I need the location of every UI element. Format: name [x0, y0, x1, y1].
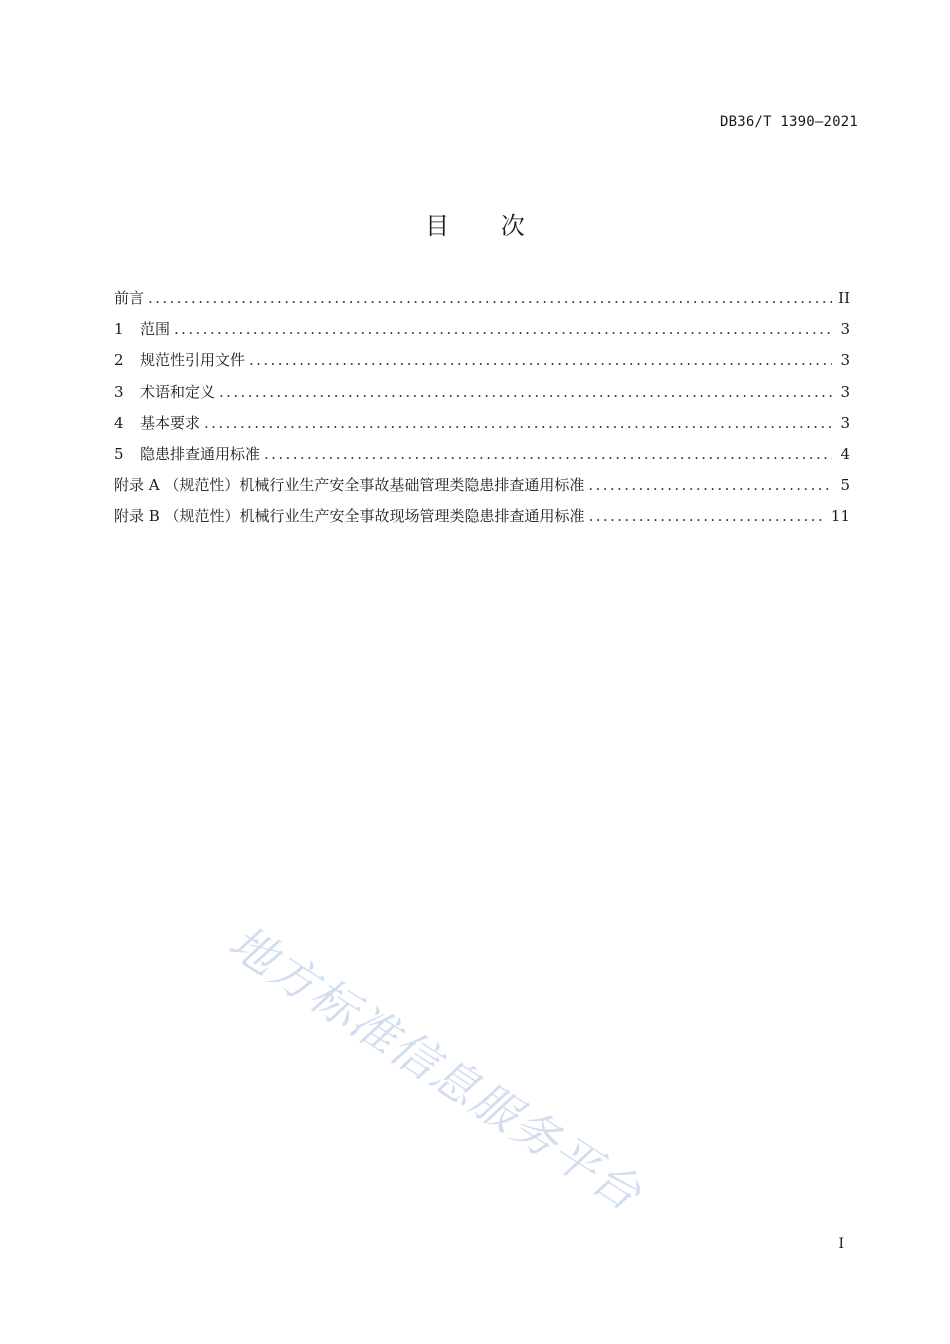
toc-entry-label: 术语和定义 [140, 382, 216, 401]
toc-leader-dots [144, 286, 832, 310]
toc-entry-page: 4 [840, 444, 850, 463]
toc-entry-number: 5 [114, 444, 124, 463]
toc-entry-normative-references[interactable] [114, 348, 850, 379]
toc-leader-dots [245, 348, 832, 372]
toc-entry-hazard-standard[interactable] [114, 442, 850, 473]
toc-entry-label: 附录 A （规范性）机械行业生产安全事故基础管理类隐患排查通用标准 [114, 476, 585, 495]
toc-entry-page: 3 [840, 351, 850, 370]
toc-entry-page: II [838, 289, 850, 307]
toc-leader-dots [170, 317, 832, 341]
toc-entry-foreword[interactable] [114, 286, 850, 317]
toc-entry-number: 4 [114, 413, 124, 432]
toc-leader-dots [200, 411, 832, 435]
toc-leader-dots [260, 442, 832, 466]
toc-entry-number: 3 [114, 382, 124, 401]
toc-entry-page: 5 [840, 476, 850, 495]
toc-entry-label: 附录 B （规范性）机械行业生产安全事故现场管理类隐患排查通用标准 [114, 507, 585, 526]
watermark: 地方标准信息服务平台 [219, 914, 652, 1222]
toc-entry-appendix-b[interactable] [114, 504, 850, 535]
toc-entry-basic-requirements[interactable] [114, 411, 850, 442]
toc-entry-scope[interactable] [114, 317, 850, 348]
toc-leader-dots [584, 473, 832, 497]
toc-entry-number: 1 [114, 320, 124, 339]
table-of-contents [114, 286, 850, 536]
page-number: I [838, 1236, 844, 1252]
standard-code: DB36/T 1390—2021 [719, 114, 858, 130]
toc-entry-label: 范围 [140, 320, 171, 339]
toc-entry-page: 3 [840, 413, 850, 432]
toc-entry-number: 2 [114, 351, 124, 370]
toc-entry-page: 3 [840, 382, 850, 401]
toc-entry-label: 基本要求 [140, 413, 201, 432]
toc-entry-terms-definitions[interactable] [114, 380, 850, 411]
toc-entry-appendix-a[interactable] [114, 473, 850, 504]
toc-leader-dots [215, 380, 832, 404]
toc-entry-page: 3 [840, 320, 850, 339]
toc-entry-label: 隐患排查通用标准 [140, 444, 261, 463]
toc-title: 目 次 [425, 212, 547, 240]
toc-entry-page: 11 [830, 507, 850, 526]
toc-entry-label: 前言 [114, 289, 145, 307]
toc-entry-label: 规范性引用文件 [140, 351, 246, 370]
toc-leader-dots [585, 504, 825, 528]
